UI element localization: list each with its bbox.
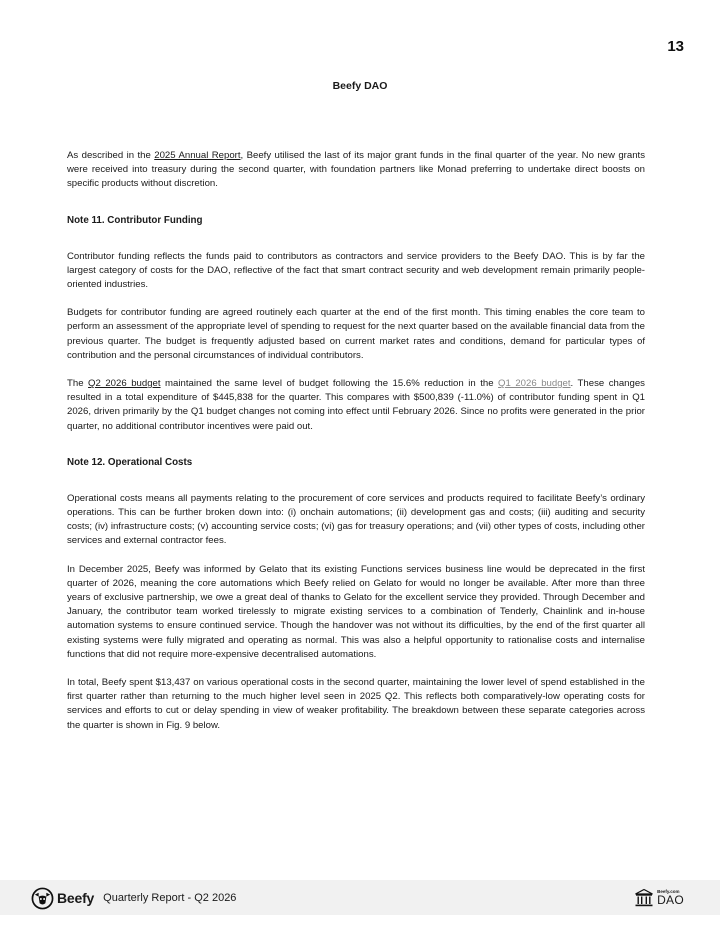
dao-text bbox=[657, 890, 684, 907]
text-span: , Beefy utilised the last of its major grant funds in the final quarter of the year. No new grants were received into treasury during the second quarter, with foundation partners like Monad preferring to undertake direct boosts on specific products without discretion. bbox=[67, 150, 645, 190]
report-title: Quarterly Report - Q2 2026 bbox=[103, 892, 237, 904]
note-11-heading: Note 11. Contributor Funding bbox=[67, 214, 203, 226]
dao-label: DAO bbox=[657, 893, 684, 908]
annual-report-link[interactable]: 2025 Annual Report bbox=[154, 150, 241, 161]
footer-brand bbox=[31, 886, 236, 910]
grants-paragraph bbox=[67, 149, 645, 192]
text-span: The bbox=[67, 378, 89, 390]
temple-icon bbox=[634, 888, 654, 908]
note-12-paragraph-1: Operational costs means all payments relating to the procurement of core services and products required to facilitate Beefy’s ordinary operations. This can be further broken down into: (i) onchain automations; (ii) development gas and costs; (iii) auditing and security costs; (iv) infrastructure costs; (v) accounting service costs; (vi) gas for treasury operations; and (vii) other types of costs, including other services and external contractor fees. bbox=[67, 492, 645, 547]
cow-logo-icon bbox=[31, 887, 54, 910]
text-span: . These changes resulted in a total expenditure of $445,838 for the quarter. This compares with $500,839 (-11.0%) of contributor funding spent in Q1 2026, driven primarily by the Q1 budget changes not coming into effect until February 2026. Since no profits were generated in the prior quarter, no additional contributor incentives were paid out. bbox=[67, 378, 645, 432]
note-12-paragraph-3: In total, Beefy spent $13,437 on various operational costs in the second quarter, maintaining the lower level of spend established in the first quarter rather than returning to the much higher level seen in 2025 Q2. This reflects both comparatively-low operating costs for services and efforts to cut or delay spending in view of weaker profitability. The breakdown between these separate categories across the quarter is shown in Fig. 9 below. bbox=[67, 677, 645, 731]
document-header: Beefy DAO bbox=[332, 80, 388, 92]
q1-budget-link[interactable]: Q1 2026 budget bbox=[498, 378, 571, 390]
note-11-paragraph-3 bbox=[67, 377, 645, 434]
q2-budget-link[interactable]: Q2 2026 budget bbox=[88, 378, 161, 390]
note-12-heading: Note 12. Operational Costs bbox=[67, 456, 193, 468]
dao-small-label: Beefy.com bbox=[657, 888, 680, 894]
page-number: 13 bbox=[667, 38, 684, 55]
note-11-paragraph-1: Contributor funding reflects the funds paid to contributors as contractors and service providers to the Beefy DAO. This is by far the largest category of costs for the DAO, reflective of the fact that smart contract security and web development remain primarily people-oriented industries. bbox=[67, 250, 645, 291]
brand-name: Beefy bbox=[57, 890, 95, 906]
main-content bbox=[67, 149, 645, 733]
note-12-paragraph-2: In December 2025, Beefy was informed by Gelato that its existing Functions services business line would be deprecated in the first quarter of 2026, meaning the core automations which Beefy relied on Gelato for would no longer be available. After more than three years of exclusive partnership, we owe a great deal of thanks to Gelato for the excellent service they provided. Through December and January, the contributor team worked tirelessly to migrate existing services to a combination of Tenderly, Chainlink and in-house automation systems to ensure continued service. Though the handover was not without its difficulties, by the end of the first quarter all existing systems were fully migrated and operating as normal. This was also a helpful opportunity to rationalise costs and internalise functions that did not require more-expensive decentralised automations. bbox=[67, 563, 645, 660]
text-span: As described in the bbox=[67, 150, 155, 161]
text-span: maintained the same level of budget following the 15.6% reduction in the bbox=[160, 378, 499, 390]
page-footer bbox=[0, 880, 720, 915]
note-11-paragraph-2: Budgets for contributor funding are agreed routinely each quarter at the end of the first month. This timing enables the core team to perform an assessment of the appropriate level of spending to request for the next quarter based on the available financial data from the previous quarter. The budget is frequently adjusted based on current market rates and conditions, demand for particular types of contribution and the personal circumstances of individual contributors. bbox=[67, 307, 645, 361]
footer-dao-logo bbox=[634, 886, 684, 910]
